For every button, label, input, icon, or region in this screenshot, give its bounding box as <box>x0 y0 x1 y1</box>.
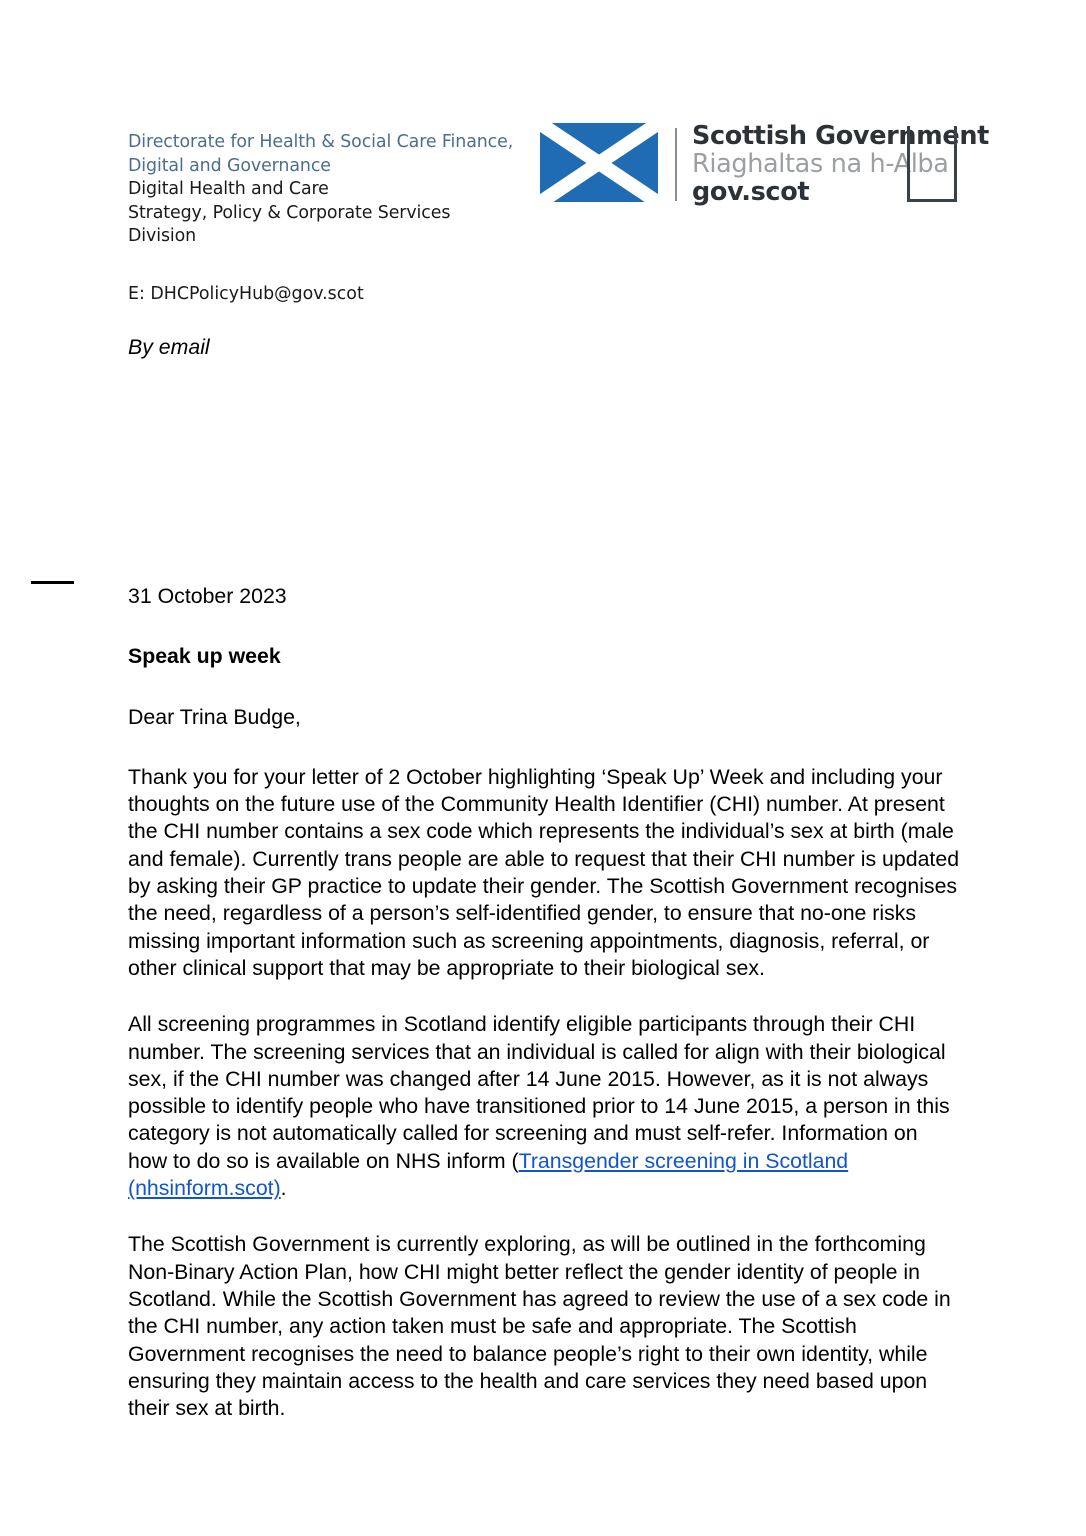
unit-line-2: Strategy, Policy & Corporate Services <box>128 202 451 223</box>
logo-bracket-mark <box>907 126 957 202</box>
letter-salutation: Dear Trina Budge, <box>128 704 301 729</box>
letterhead-block <box>128 131 548 307</box>
letter-subject: Speak up week <box>128 644 281 669</box>
unit-line-1: Digital Health and Care <box>128 179 329 200</box>
paragraph-1: Thank you for your letter of 2 October highlighting ‘Speak Up’ Week and including your thoughts on the future use of the Community Health Identifier (CHI) number. At present the CHI number contains a sex code which represents the individual’s sex at birth (male and female). Currently trans people are able to request that their CHI number is updated by asking their GP practice to update their gender. The Scottish Government recognises the need, regardless of a person’s self-identified gender, to ensure that no-one risks missing important information such as screening appointments, diagnosis, referral, or other clinical support that may be appropriate to their biological sex. <box>128 764 960 980</box>
logo-domain: gov.scot <box>692 177 810 207</box>
delivery-note: By email <box>128 335 210 359</box>
logo-title-gd: Riaghaltas na h-Alba <box>692 149 949 179</box>
paragraph-2-text-after-link: . <box>280 1176 287 1201</box>
directorate-line-2: Digital and Governance <box>128 155 331 176</box>
paragraph-2 <box>128 1011 960 1202</box>
logo-title-en: Scottish Government <box>692 121 989 151</box>
paragraph-3: The Scottish Government is currently exploring, as will be outlined in the forthcoming Non-Binary Action Plan, how CHI might better reflect the gender identity of people in Scotland. While the Scottish Government has agreed to review the use of a sex code in the CHI number, any action taken must be safe and appropriate. The Scottish Government recognises the need to balance people’s right to their own identity, while ensuring they maintain access to the health and care services they need based upon their sex at birth. <box>128 1232 951 1421</box>
saltire-flag-icon <box>540 123 658 202</box>
margin-rule-mark <box>31 581 74 584</box>
logo-divider <box>675 128 677 201</box>
letter-body <box>128 583 960 1422</box>
paragraph-2-text-before-link: All screening programmes in Scotland identify eligible participants through their CHI number. The screening services that an individual is called for align with their biological sex, if the CHI number was changed after 14 June 2015. However, as it is not always possible to identify people who have transitioned prior to 14 June 2015, a person in this category is not automatically called for screening and must self-refer. Information on how to do so is available on NHS inform ( <box>128 1012 950 1173</box>
nhsinform-transgender-screening-link[interactable]: Transgender screening in Scotland (nhsinform.scot) <box>128 1148 849 1201</box>
directorate-line-1: Directorate for Health & Social Care Finance, <box>128 132 514 152</box>
letter-date: 31 October 2023 <box>128 584 287 608</box>
contact-email-line: E: DHCPolicyHub@gov.scot <box>128 283 364 304</box>
unit-line-3: Division <box>128 226 197 247</box>
